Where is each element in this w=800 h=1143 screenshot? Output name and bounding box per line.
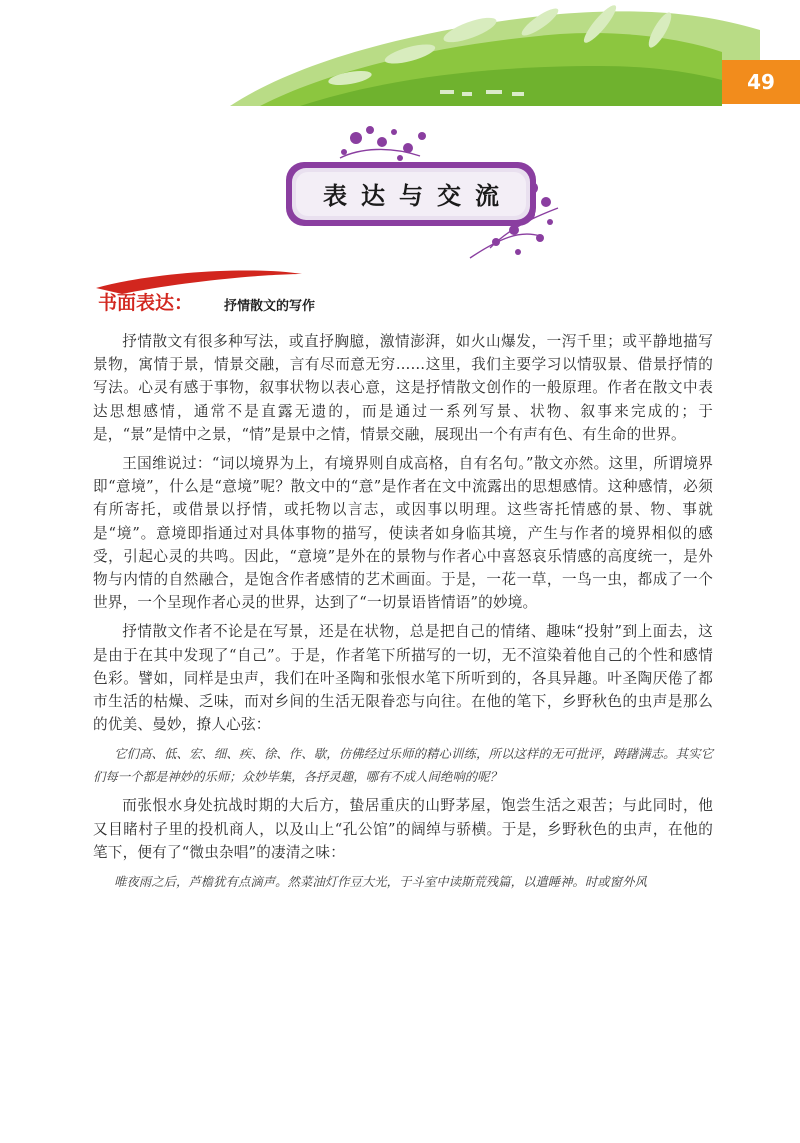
paragraph-4: 而张恨水身处抗战时期的大后方，蛰居重庆的山野茅屋，饱尝生活之艰苦；与此同时，他又目睹村子里的投机商人，以及山上“孔公馆”的阔绰与骄横。于是，乡野秋色的虫声，在他的笔下，便有了“微虫杂唱”的凄清之味： [93, 797, 713, 861]
quote-zhang-henshui: 唯夜雨之后，芦檐犹有点滴声。然菜油灯作豆大光，于斗室中读斯荒残篇，以遣睡神。时或窗外风 [114, 874, 647, 890]
banner-title: 表达与交流 [323, 181, 513, 210]
section-title-text: 书面表达 [98, 292, 175, 314]
page-number: 49 [747, 70, 775, 94]
quote-ye-shengtao: 它们高、低、宏、细、疾、徐、作、歇，仿佛经过乐师的精心训练，所以这样的无可批评，踌躇满志。其实它们每一个都是神妙的乐师；众妙毕集，各抒灵趣，哪有不成人间绝响的呢？ [93, 746, 713, 785]
paragraph-1: 抒情散文有很多种写法，或直抒胸臆，激情澎湃，如火山爆发，一泻千里；或平静地描写景物，寓情于景，情景交融，言有尽而意无穷……这里，我们主要学习以情驭景、借景抒情的写法。心灵有感于事物，叙事状物以表心意，这是抒情散文创作的一般原理。作者在散文中表达思想感情，通常不是直露无遗的，而是通过一系列写景、状物、叙事来完成的；于是，“景”是情中之景，“情”是景中之情，情景交融，展现出一个有声有色、有生命的世界。 [93, 333, 713, 443]
paragraph-2: 王国维说过：“词以境界为上，有境界则自成高格，自有名句。”散文亦然。这里，所谓境界即“意境”，什么是“意境”呢？散文中的“意”是作者在文中流露出的思想感情。这种感情，必须有所寄托，或借景以抒情，或托物以言志，或因事以明理。这些寄托情感的景、物、事就是“境”。意境即指通过对具体事物的描写，使读者如身临其境，产生与作者的境界相似的感受，引起心灵的共鸣。因此，“意境”是外在的景物与作者心中喜怒哀乐情感的高度统一，是外物与内情的自然融合，是饱含作者感情的艺术画面。于是，一花一草，一鸟一虫，都成了一个世界，一个呈现作者心灵的世界，达到了“一切景语皆情语”的妙境。 [93, 455, 713, 612]
section-title-colon: ： [174, 292, 194, 314]
section-subtitle: 抒情散文的写作 [224, 299, 316, 314]
article-body [93, 330, 713, 899]
page-number-box [722, 60, 800, 104]
title-banner [270, 118, 590, 268]
paragraph-3: 抒情散文作者不论是在写景，还是在状物，总是把自己的情绪、趣味“投射”到上面去，这是由于在其中发现了“自己”。于是，作者笔下所描写的一切，无不渲染着他自己的个性和感情色彩。譬如，同样是虫声，我们在叶圣陶和张恨水笔下所听到的，各具异趣。叶圣陶厌倦了都市生活的枯燥、乏味，而对乡间的生活无限眷恋与向往。在他的笔下，乡野秋色的虫声是那么的优美、曼妙，撩人心弦： [93, 623, 713, 734]
section-heading [92, 268, 352, 318]
header-leaf-decoration [0, 0, 800, 110]
leaf-pattern-icon [0, 0, 800, 110]
section-title [98, 288, 193, 315]
